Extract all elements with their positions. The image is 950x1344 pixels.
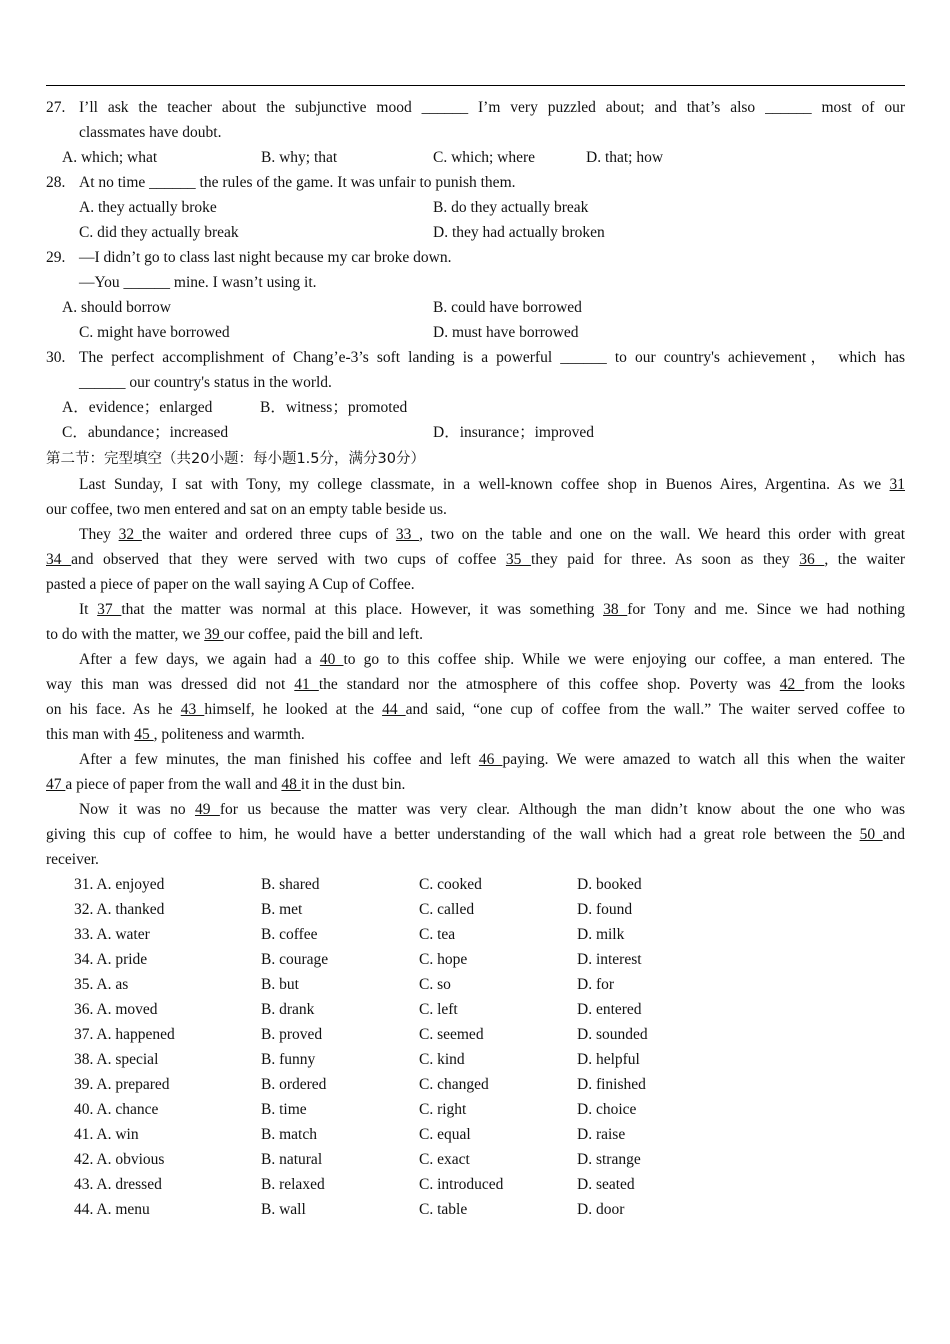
blank-45: 45 [134,726,154,743]
choice-row [46,922,905,947]
choice-c: C. left [419,1001,458,1018]
passage-line [46,597,905,622]
passage-line [46,747,905,772]
choice-c: C. cooked [419,876,482,893]
blank-31: 31 [889,476,906,493]
choice-row [46,1172,905,1197]
option-b: B. why; that [261,149,338,166]
passage-text: , the waiter [824,551,906,568]
question-number: 29. [46,249,66,266]
blank-47: 47 [46,776,66,793]
passage-text: giving this cup of coffee to him, he would have a better understanding of the wall which had a great role between the [46,826,852,843]
option-a: A. which; what [62,149,158,166]
option-a: A．evidence；enlarged [62,399,213,416]
choice-a: 43. A. dressed [74,1176,162,1193]
passage-line [46,722,905,747]
question-29-line1 [46,245,905,270]
choice-a: 34. A. pride [74,951,148,968]
question-28-options-row2 [46,220,905,245]
option-d: D. must have borrowed [433,324,579,341]
passage-text: for us because the matter was very clear. Although the man didn’t know about the one who was [219,801,906,818]
choice-a: 32. A. thanked [74,901,165,918]
question-27-options [46,145,905,170]
choice-c: C. kind [419,1051,465,1068]
choice-d: D. choice [577,1101,637,1118]
choice-b: B. met [261,901,303,918]
question-30-line2: ______ our country's status in the world. [79,374,332,391]
passage-text: and [882,826,906,843]
header-rule [46,85,905,86]
passage-line: receiver. [46,851,99,868]
passage-text: from the looks [804,676,906,693]
choice-c: C. table [419,1201,468,1218]
choice-a: 33. A. water [74,926,150,943]
choice-d: D. found [577,901,633,918]
choice-b: B. drank [261,1001,315,1018]
choice-row [46,872,905,897]
choice-c: C. exact [419,1151,470,1168]
choice-b: B. natural [261,1151,323,1168]
passage-text: the waiter and ordered three cups of [141,526,389,543]
choice-b: B. ordered [261,1076,327,1093]
passage-text: They [79,526,111,543]
passage-text: paying. We were amazed to watch all this when the waiter [502,751,906,768]
passage-line [46,547,905,572]
passage-line [46,822,905,847]
option-c: C．abundance；increased [62,424,229,441]
passage-text: a piece of paper from the wall and [65,776,278,793]
choice-c: C. hope [419,951,468,968]
passage-line [46,797,905,822]
choice-c: C. right [419,1101,467,1118]
choices-list [46,872,905,1222]
blank-44: 44 [382,701,406,718]
passage-text: on his face. As he [46,701,173,718]
passage-text: to go to this coffee ship. While we were enjoying our coffee, a man entered. The [343,651,906,668]
choice-a: 39. A. prepared [74,1076,170,1093]
question-30-options-row1 [46,395,905,420]
exam-page [46,95,905,1222]
passage-text: way this man was dressed did not [46,676,286,693]
choice-d: D. seated [577,1176,635,1193]
blank-34: 34 [46,551,72,568]
choice-row [46,1122,905,1147]
passage-line: our coffee, two men entered and sat on an empty table beside us. [46,501,447,518]
question-28-line1 [46,170,905,195]
choice-d: D. door [577,1201,625,1218]
blank-36: 36 [799,551,825,568]
blank-48: 48 [281,776,301,793]
choice-a: 38. A. special [74,1051,159,1068]
choice-row [46,897,905,922]
choice-row [46,1197,905,1222]
choice-d: D. finished [577,1076,646,1093]
passage-text: Now it was no [79,801,186,818]
passage-text: they paid for three. As soon as they [531,551,790,568]
choice-d: D. interest [577,951,642,968]
blank-40: 40 [319,651,344,668]
choice-b: B. relaxed [261,1176,325,1193]
option-b: B. do they actually break [433,199,589,216]
blank-41: 41 [294,676,319,693]
choice-row [46,947,905,972]
choice-b: B. but [261,976,299,993]
passage-text: our coffee, paid the bill and left. [223,626,424,643]
option-c: C. might have borrowed [79,324,230,341]
blank-49: 49 [194,801,220,818]
passage-text: to do with the matter, we [46,626,201,643]
blank-46: 46 [478,751,503,768]
choice-d: D. milk [577,926,625,943]
question-number: 30. [46,349,66,366]
blank-33: 33 [395,526,420,543]
option-a: A. should borrow [62,299,171,316]
blank-35: 35 [505,551,532,568]
passage-line [46,697,905,722]
section-heading: 第二节：完型填空（共20小题：每小题1.5分，满分30分） [46,451,425,467]
question-29-options-row1 [46,295,905,320]
choice-row [46,1047,905,1072]
choice-c: C. tea [419,926,456,943]
question-text: At no time ______ the rules of the game. It was unfair to punish them. [79,174,516,191]
choice-row [46,1072,905,1097]
choice-row [46,1097,905,1122]
option-a: A. they actually broke [79,199,217,216]
choice-d: D. raise [577,1126,626,1143]
passage-text: it in the dust bin. [300,776,406,793]
choice-a: 44. A. menu [74,1201,150,1218]
passage-text: Last Sunday, I sat with Tony, my college classmate, in a well-known coffee shop in Buenos Aires, Argentina. As we [79,476,882,493]
choice-d: D. strange [577,1151,641,1168]
choice-a: 31. A. enjoyed [74,876,165,893]
choice-b: B. match [261,1126,317,1143]
choice-c: C. seemed [419,1026,484,1043]
passage-line [46,622,905,647]
option-d: D. that; how [586,149,664,166]
choice-b: B. shared [261,876,320,893]
choice-row [46,1147,905,1172]
choice-c: C. so [419,976,451,993]
choice-row [46,972,905,997]
passage-text: that the matter was normal at this place. However, it was something [121,601,595,618]
blank-42: 42 [779,676,805,693]
choice-c: C. introduced [419,1176,504,1193]
choice-b: B. proved [261,1026,323,1043]
passage-line: pasted a piece of paper on the wall saying A Cup of Coffee. [46,576,415,593]
passage-text: and observed that they were served with two cups of coffee [71,551,497,568]
choice-d: D. for [577,976,615,993]
option-d: D．insurance；improved [433,424,594,441]
blank-32: 32 [118,526,142,543]
question-30-line1 [46,345,905,370]
passage-line [46,472,905,497]
passage-text: It [79,601,89,618]
passage-text: himself, he looked at the [204,701,374,718]
question-text: The perfect accomplishment of Chang’e-3’s soft landing is a powerful ______ to our country's achievement， which has [79,349,905,366]
choice-c: C. equal [419,1126,471,1143]
choice-row [46,997,905,1022]
question-28-options-row1 [46,195,905,220]
choice-a: 35. A. as [74,976,129,993]
choice-b: B. wall [261,1201,306,1218]
question-27-line2: classmates have doubt. [79,124,222,141]
blank-50: 50 [859,826,883,843]
choice-b: B. courage [261,951,329,968]
option-d: D. they had actually broken [433,224,605,241]
passage-line [46,772,905,797]
choice-b: B. coffee [261,926,318,943]
option-c: C. did they actually break [79,224,239,241]
choice-d: D. entered [577,1001,642,1018]
passage-line [46,647,905,672]
option-c: C. which; where [433,149,536,166]
passage-text: After a few minutes, the man finished his coffee and left [79,751,471,768]
passage-text: this man with [46,726,131,743]
passage-text: for Tony and me. Since we had nothing [627,601,906,618]
passage-line [46,672,905,697]
choice-d: D. booked [577,876,642,893]
question-text: I’ll ask the teacher about the subjunctive mood ______ I’m very puzzled about; and that’s also ______ most of our [79,99,905,116]
choice-a: 40. A. chance [74,1101,159,1118]
choice-a: 37. A. happened [74,1026,175,1043]
passage-text: After a few days, we again had a [79,651,312,668]
choice-row [46,1022,905,1047]
choice-b: B. time [261,1101,307,1118]
passage-text: the standard nor the atmosphere of this coffee shop. Poverty was [318,676,771,693]
choice-a: 42. A. obvious [74,1151,165,1168]
option-b: B．witness；promoted [260,399,408,416]
choice-a: 41. A. win [74,1126,139,1143]
blank-43: 43 [180,701,205,718]
passage-line [46,522,905,547]
passage-text: , two on the table and one on the wall. We heard this order with great [419,526,906,543]
choice-b: B. funny [261,1051,316,1068]
blank-37: 37 [97,601,122,618]
choice-d: D. helpful [577,1051,640,1068]
question-30-options-row2 [46,420,905,445]
passage-text: , politeness and warmth. [153,726,305,743]
choice-c: C. changed [419,1076,489,1093]
question-29-line2: —You ______ mine. I wasn’t using it. [79,274,317,291]
blank-38: 38 [603,601,628,618]
question-29-options-row2 [46,320,905,345]
question-number: 28. [46,174,66,191]
question-27-line1 [46,95,905,120]
passage-text: and said, “one cup of coffee from the wall.” The waiter served coffee to [405,701,906,718]
question-number: 27. [46,99,66,116]
choice-c: C. called [419,901,475,918]
option-b: B. could have borrowed [433,299,582,316]
blank-39: 39 [204,626,224,643]
question-text: —I didn’t go to class last night because my car broke down. [79,249,452,266]
choice-a: 36. A. moved [74,1001,158,1018]
choice-d: D. sounded [577,1026,648,1043]
